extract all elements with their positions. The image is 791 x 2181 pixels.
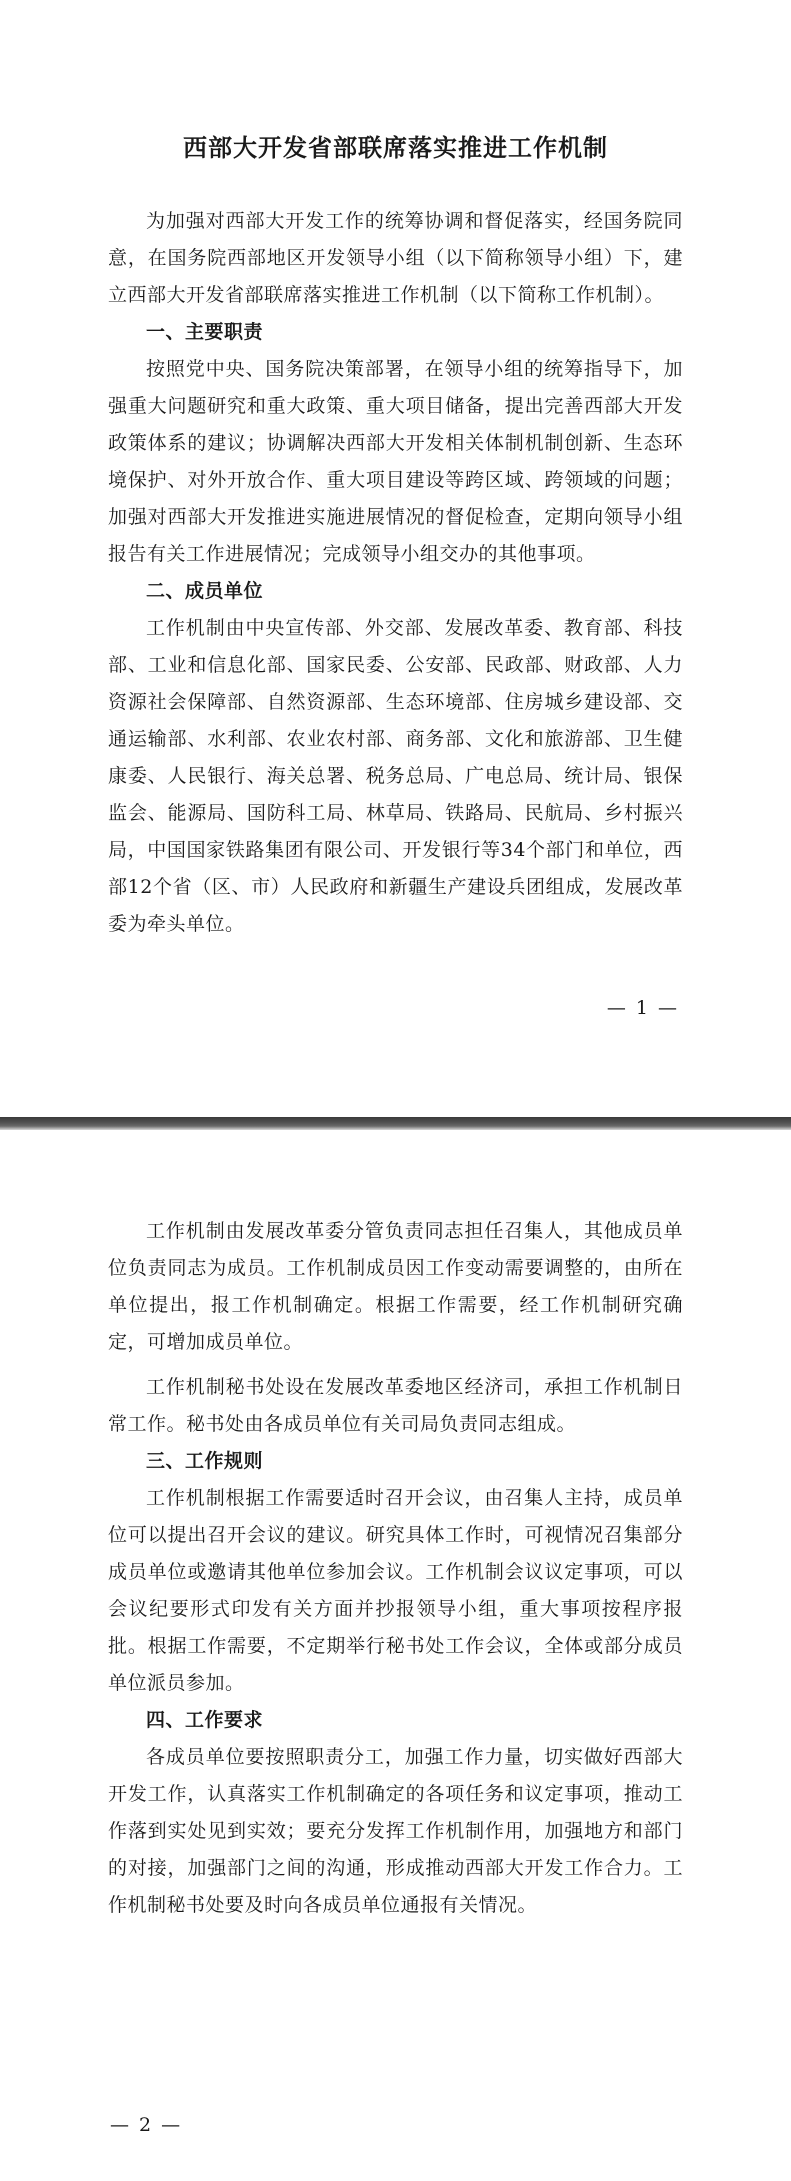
page-number-2: — 2 — — [110, 2114, 183, 2136]
section-heading-duties: 一、主要职责 — [146, 321, 264, 343]
section-heading-members: 二、成员单位 — [146, 580, 264, 602]
convener-paragraph: 工作机制由发展改革委分管负责同志担任召集人，其他成员单位负责同志为成员。工作机制成员因工作变动需要调整的，由所在单位提出，报工作机制确定。根据工作需要，经工作机制研究确定，可增加成员单位。 — [108, 1220, 683, 1353]
section-text-duties: 按照党中央、国务院决策部署，在领导小组的统筹指导下，加强重大问题研究和重大政策、重大项目储备，提出完善西部大开发政策体系的建议；协调解决西部大开发相关体制机制创新、生态环境保护、对外开放合作、重大项目建设等跨区域、跨领域的问题；加强对西部大开发推进实施进展情况的督促检查，定期向领导小组报告有关工作进展情况；完成领导小组交办的其他事项。 — [108, 358, 683, 565]
secretariat-paragraph: 工作机制秘书处设在发展改革委地区经济司，承担工作机制日常工作。秘书处由各成员单位有关司局负责同志组成。 — [108, 1376, 683, 1435]
document-page-2 — [0, 1130, 791, 2181]
section-text-members: 工作机制由中央宣传部、外交部、发展改革委、教育部、科技部、工业和信息化部、国家民委、公安部、民政部、财政部、人力资源社会保障部、自然资源部、生态环境部、住房城乡建设部、交通运输部、水利部、农业农村部、商务部、文化和旅游部、卫生健康委、人民银行、海关总署、税务总局、广电总局、统计局、银保监会、能源局、国防科工局、林草局、铁路局、民航局、乡村振兴局，中国国家铁路集团有限公司、开发银行等34个部门和单位，西部12个省（区、市）人民政府和新疆生产建设兵团组成，发展改革委为牵头单位。 — [108, 617, 683, 935]
section-text-requirements: 各成员单位要按照职责分工，加强工作力量，切实做好西部大开发工作，认真落实工作机制确定的各项任务和议定事项，推动工作落到实处见到实效；要充分发挥工作机制作用，加强地方和部门的对接，加强部门之间的沟通，形成推动西部大开发工作合力。工作机制秘书处要及时向各成员单位通报有关情况。 — [108, 1746, 683, 1916]
page-number-1: — 1 — — [606, 997, 679, 1019]
page-2-content — [108, 1213, 683, 1924]
section-heading-requirements: 四、工作要求 — [146, 1709, 264, 1731]
page-separator — [0, 1117, 791, 1130]
section-heading-rules: 三、工作规则 — [146, 1450, 264, 1472]
page-1-content — [108, 128, 683, 943]
intro-paragraph: 为加强对西部大开发工作的统筹协调和督促落实，经国务院同意，在国务院西部地区开发领导小组（以下简称领导小组）下，建立西部大开发省部联席落实推进工作机制（以下简称工作机制）。 — [108, 210, 683, 306]
document-title: 西部大开发省部联席落实推进工作机制 — [183, 133, 608, 162]
section-text-rules: 工作机制根据工作需要适时召开会议，由召集人主持，成员单位可以提出召开会议的建议。研究具体工作时，可视情况召集部分成员单位或邀请其他单位参加会议。工作机制会议议定事项，可以会议纪要形式印发有关方面并抄报领导小组，重大事项按程序报批。根据工作需要，不定期举行秘书处工作会议，全体或部分成员单位派员参加。 — [108, 1487, 683, 1694]
